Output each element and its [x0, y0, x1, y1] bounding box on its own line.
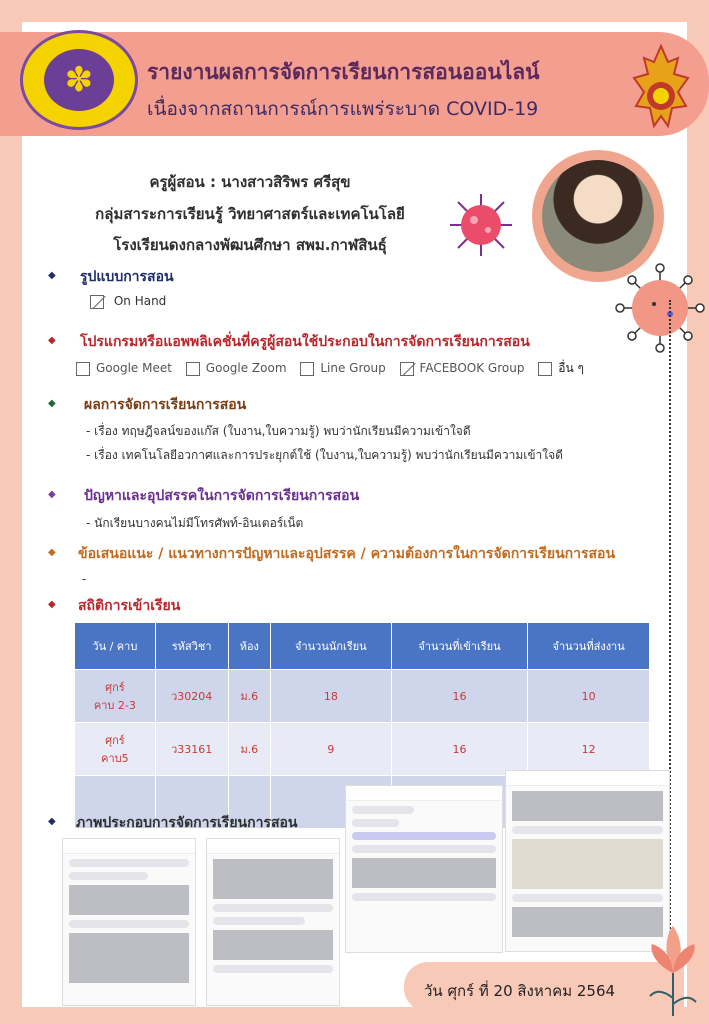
- bullet-icon: ◆: [48, 398, 56, 409]
- school-name: โรงเรียนดงกลางพัฒนศึกษา สพม.กาฬสินธุ์: [113, 236, 387, 254]
- attended-cell: 16: [391, 723, 528, 776]
- avatar: [542, 160, 654, 272]
- code-cell: ว30204: [155, 670, 228, 723]
- google-meet-checkbox[interactable]: [76, 362, 90, 376]
- google-meet-label: Google Meet: [96, 361, 172, 375]
- tree-icon: ✽: [44, 49, 114, 111]
- on-hand-label: On Hand: [113, 294, 167, 308]
- students-cell: 18: [270, 670, 391, 723]
- submitted-cell: 10: [528, 670, 650, 723]
- column-header: จำนวนที่เข้าเรียน: [391, 623, 528, 670]
- virus-icon: [446, 190, 516, 260]
- column-header: จำนวนที่ส่งงาน: [528, 623, 650, 670]
- bullet-icon: ◆: [48, 816, 56, 827]
- column-header: ห้อง: [228, 623, 270, 670]
- stats-heading: สถิติการเข้าเรียน: [78, 598, 181, 614]
- google-zoom-checkbox[interactable]: [186, 362, 200, 376]
- bullet-icon: ◆: [48, 335, 56, 346]
- report-title: รายงานผลการจัดการเรียนการสอนออนไลน์: [147, 60, 540, 84]
- bullet-icon: ◆: [48, 270, 56, 281]
- gallery-heading: ภาพประกอบการจัดการเรียนการสอน: [76, 815, 298, 831]
- day-cell: ศุกร์ คาบ5: [75, 723, 156, 776]
- code-cell: ว33161: [155, 723, 228, 776]
- other-label: อื่น ๆ: [558, 361, 584, 375]
- bullet-icon: ◆: [48, 547, 56, 558]
- facebook-group-label: FACEBOOK Group: [419, 361, 525, 375]
- chat-screenshot[interactable]: [206, 838, 340, 1006]
- school-logo: [20, 30, 138, 130]
- students-cell: 9: [270, 723, 391, 776]
- bullet-icon: ◆: [48, 599, 56, 610]
- results-heading: ผลการจัดการเรียนการสอน: [84, 397, 247, 413]
- problems-heading: ปัญหาและอุปสรรคในการจัดการเรียนการสอน: [84, 488, 360, 504]
- chat-screenshot[interactable]: [62, 838, 196, 1006]
- chat-screenshot[interactable]: [345, 785, 503, 953]
- room-cell: ม.6: [228, 723, 270, 776]
- apps-heading: โปรแกรมหรือแอพพลิเคชั่นที่ครูผู้สอนใช้ประกอบในการจัดการเรียนการสอน: [80, 334, 530, 350]
- result-item: - เรื่อง ทฤษฎีจลน์ของแก๊ส (ใบงาน,ใบความรู้) พบว่านักเรียนมีความเข้าใจดี: [86, 424, 471, 438]
- suggestions-heading: ข้อเสนอแนะ / แนวทางการปัญหาและอุปสรรค / ความต้องการในการจัดการเรียนการสอน: [78, 546, 616, 562]
- flower-icon: [640, 918, 706, 1018]
- problem-item: - นักเรียนบางคนไม่มีโทรศัพท์-อินเตอร์เน็ต: [86, 516, 304, 530]
- attended-cell: 16: [391, 670, 528, 723]
- google-zoom-label: Google Zoom: [205, 361, 287, 375]
- suggestion-item: -: [82, 572, 87, 586]
- table-row: [75, 723, 650, 776]
- column-header: จำนวนนักเรียน: [270, 623, 391, 670]
- table-header-row: [75, 623, 650, 670]
- submitted-cell: 12: [528, 723, 650, 776]
- ministry-emblem-icon: [628, 44, 694, 132]
- column-header: รหัสวิชา: [155, 623, 228, 670]
- bullet-icon: ◆: [48, 489, 56, 500]
- table-row: [75, 670, 650, 723]
- result-item: - เรื่อง เทคโนโลยีอวกาศและการประยุกต์ใช้ (ใบงาน,ใบความรู้) พบว่านักเรียนมีความเข้าใจดี: [86, 448, 563, 462]
- report-date: วัน ศุกร์ ที่ 20 สิงหาคม 2564: [424, 982, 616, 1000]
- subject-group: กลุ่มสาระการเรียนรู้ วิทยาศาสตร์และเทคโนโลยี: [95, 205, 405, 223]
- line-group-checkbox[interactable]: [300, 362, 314, 376]
- room-cell: ม.6: [228, 670, 270, 723]
- other-checkbox[interactable]: [538, 362, 552, 376]
- report-subtitle: เนื่องจากสถานการณ์การแพร่ระบาด COVID-19: [147, 98, 539, 120]
- virus-decoration-icon: [614, 262, 706, 354]
- column-header: วัน / คาบ: [75, 623, 156, 670]
- format-heading: รูปแบบการสอน: [80, 269, 174, 285]
- facebook-group-checkbox[interactable]: [400, 362, 414, 376]
- on-hand-checkbox[interactable]: [90, 295, 104, 309]
- teacher-name: ครูผู้สอน : นางสาวสิริพร ศรีสุข: [149, 173, 351, 191]
- day-cell: ศุกร์ คาบ 2-3: [75, 670, 156, 723]
- line-group-label: Line Group: [320, 361, 386, 375]
